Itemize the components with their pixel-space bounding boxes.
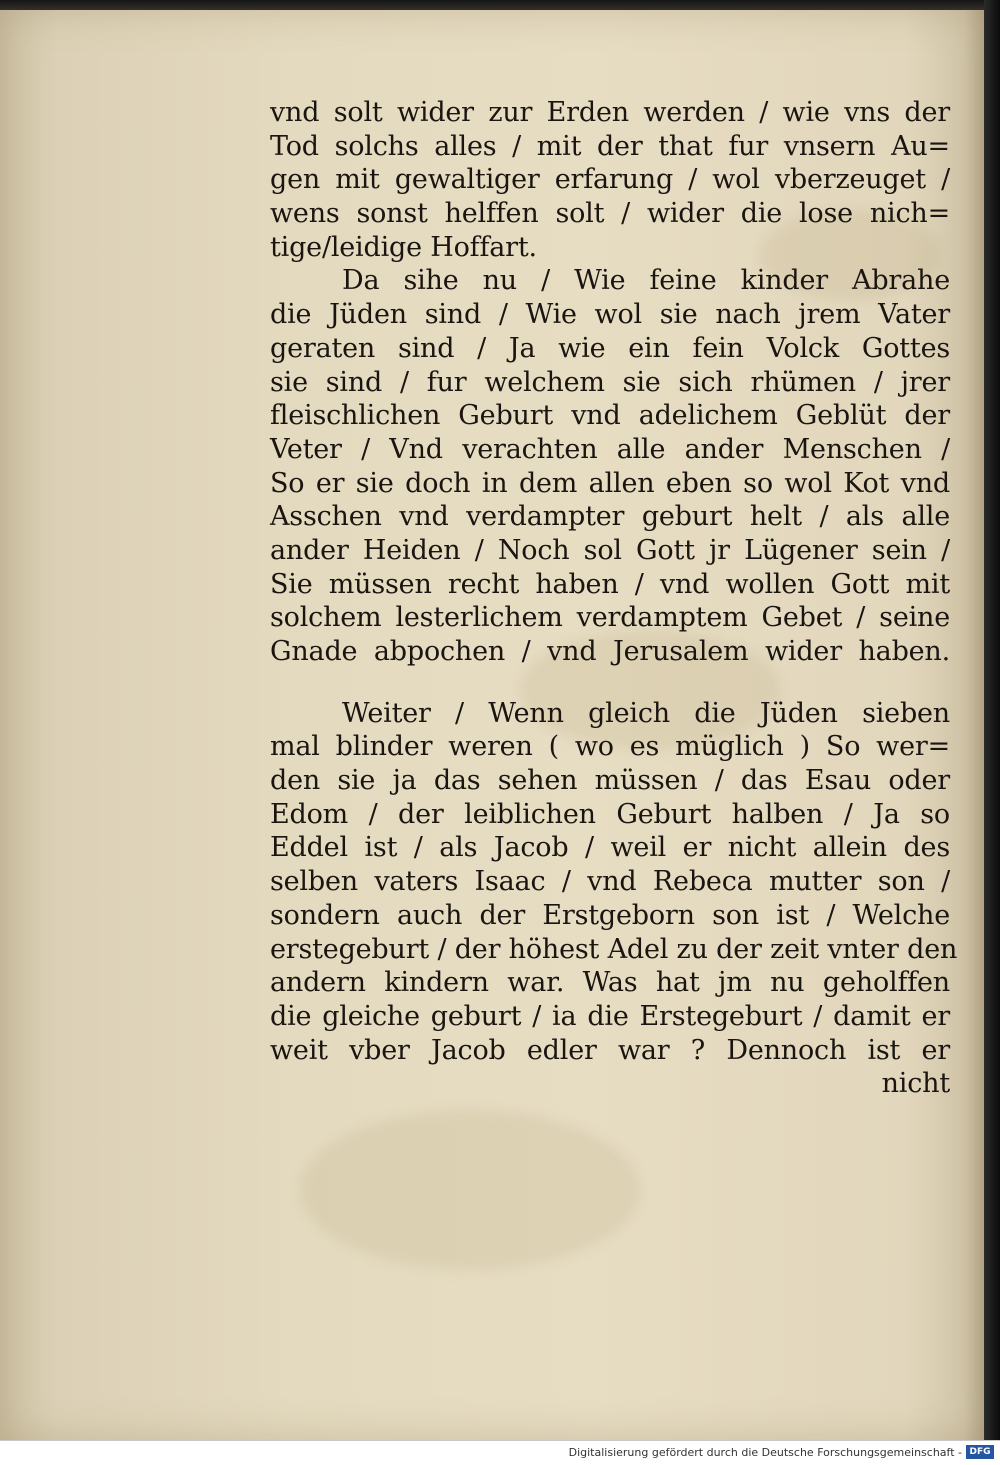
paragraph-1 — [270, 96, 950, 264]
text-line: mal blinder weren ( wo es müglich ) So wer= — [270, 731, 950, 763]
text-line: Tod solchs alles / mit der that fur vnsern Au= — [270, 130, 950, 162]
text-line: vnd solt wider zur Erden werden / wie vns der — [270, 97, 950, 128]
catchword: nicht — [881, 1068, 950, 1100]
footer-credit-text: Digitalisierung gefördert durch die Deutsche Forschungsgemeinschaft - — [568, 1446, 962, 1459]
dfg-logo-icon: DFG — [966, 1445, 994, 1459]
text-line: Gnade abpochen / vnd Jerusalem wider haben. — [270, 636, 950, 667]
text-line: erstegeburt / der höhest Adel zu der zeit vnter den — [270, 933, 958, 965]
page-text-block — [270, 96, 958, 1101]
text-line: Edom / der leiblichen Geburt halben / Ja so — [270, 798, 950, 830]
text-line: Sie müssen recht haben / vnd wollen Gott mit — [270, 568, 950, 600]
text-line: die gleiche geburt / ia die Erstegeburt / damit er — [270, 1000, 950, 1032]
text-line: geraten sind / Ja wie ein fein Volck Gottes — [270, 332, 950, 364]
text-line: wens sonst helffen solt / wider die lose nich= — [270, 198, 950, 230]
text-line: Asschen vnd verdampter geburt helt / als alle — [270, 501, 950, 533]
text-line: andern kindern war. Was hat jm nu geholffen — [270, 967, 950, 999]
text-line: die Jüden sind / Wie wol sie nach jrem Vater — [270, 299, 950, 331]
paragraph-2 — [270, 264, 950, 668]
text-line: gen mit gewaltiger erfarung / wol vberzeuget / — [270, 164, 950, 196]
text-line: fleischlichen Geburt vnd adelichem Geblüt der — [270, 400, 950, 432]
paragraph-gap — [270, 669, 950, 697]
footer-bar — [0, 1440, 1000, 1465]
text-line: ander Heiden / Noch sol Gott jr Lügener sein / — [270, 534, 950, 566]
text-line: sie sind / fur welchem sie sich rhümen / jrer — [270, 366, 950, 398]
text-line: selben vaters Isaac / vnd Rebeca mutter son / — [270, 866, 950, 898]
text-line: den sie ja das sehen müssen / das Esau oder — [270, 765, 950, 797]
text-line: solchem lesterlichem verdamptem Gebet / seine — [270, 602, 950, 634]
text-line: Weiter / Wenn gleich die Jüden sieben — [342, 697, 950, 729]
text-line: weit vber Jacob edler war ? Dennoch ist er — [270, 1034, 950, 1066]
text-line: tige/leidige Hoffart. — [270, 231, 537, 263]
text-line: Eddel ist / als Jacob / weil er nicht allein des — [270, 832, 950, 864]
text-line: Da sihe nu / Wie feine kinder Abrahe — [342, 265, 950, 297]
scan-right-edge — [984, 0, 1000, 1440]
text-line: Veter / Vnd verachten alle ander Menschen / — [270, 433, 950, 465]
text-line: sondern auch der Erstgeborn son ist / Welche — [270, 899, 950, 931]
paragraph-3 — [270, 697, 958, 1068]
text-line: So er sie doch in dem allen eben so wol Kot vnd — [270, 467, 950, 499]
